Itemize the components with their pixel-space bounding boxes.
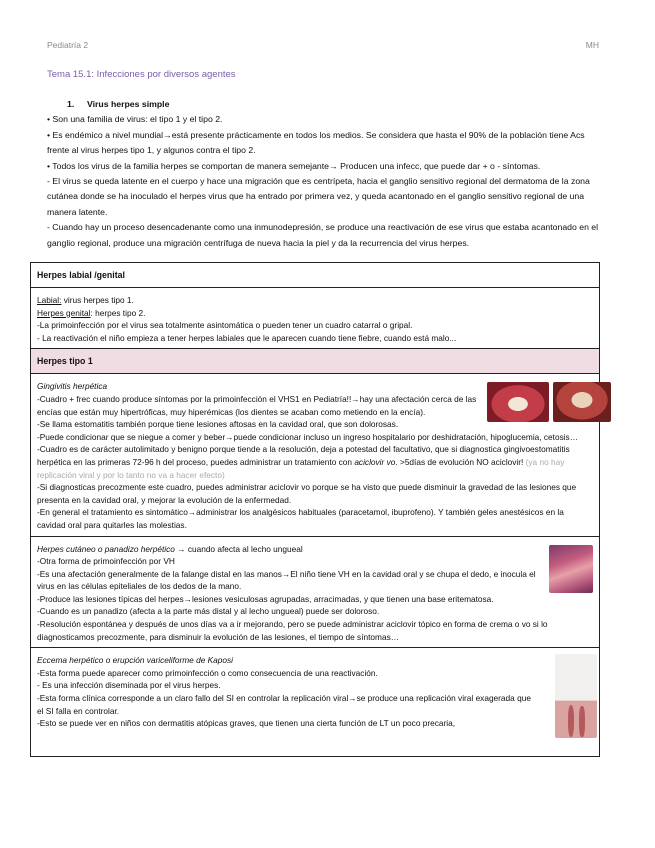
gingivitis-photo-1	[487, 382, 549, 422]
intro-line: - El virus se queda latente en el cuerpo y hace una migración que es centrípeta, hacia el ganglio sensitivo regional del dermatoma de la zona cutánea donde se ha inoculado el herpes virus que ha entrado por primera vez, y queda acantonado en el ganglio sensitivo regional de una manera latente.	[47, 176, 590, 217]
section-header-labial: Herpes labial /genital	[31, 263, 599, 288]
eccema-line: - Es una infección diseminada por el virus herpes.	[37, 680, 221, 691]
intro-heading: 1. Virus herpes simple	[67, 99, 170, 109]
panadizo-line: -Resolución espontánea y después de unos días va a ir mejorando, pero se puede administrar aciclovir tópico en forma de crema o vo si lo diagnosticamos precozmente, para disminuir la evolución de las lesiones, el tiempo de síntomas…	[37, 619, 548, 642]
gingivitis-p5: -Si diagnosticas precozmente este cuadro, puedes administrar aciclovir vo porque se ha visto que puede disminuir la gravedad de las lesiones que presenta en la cavidad oral, y mejorar la evolución de la enfermedad.	[37, 482, 577, 505]
labial-label: Labial:	[37, 295, 62, 305]
gingivitis-photo-2	[553, 382, 611, 422]
section-header-tipo1: Herpes tipo 1	[31, 349, 599, 374]
section-gingivitis	[31, 374, 599, 536]
genital-label: Herpes genital	[37, 307, 91, 318]
section-panadizo	[31, 537, 599, 649]
intro-line: • Todos los virus de la familia herpes se comportan de manera semejante→ Producen una infecc, que puede dar + o - síntomas.	[47, 160, 541, 171]
header-right: MH	[585, 40, 599, 50]
content-table	[30, 262, 600, 757]
eccema-line: -Esta forma puede aparecer como primoinfección o como consecuencia de una reactivación.	[37, 667, 378, 678]
labial-line: - La reactivación el niño empieza a tener herpes labiales que le aparecen cuando tiene fiebre, cuando está malo...	[37, 332, 457, 343]
gingivitis-p3: -Puede condicionar que se niegue a comer y beber→puede condicionar incluso un ingreso hospitalario por deshidratación, hipoglucemia, cetosis…	[37, 431, 579, 442]
labial-line: -La primoinfección por el virus sea totalmente asintomática o pueden tener un cuadro catarral o gripal.	[37, 320, 413, 331]
panadizo-photo	[549, 545, 593, 593]
intro-line: • Son una familia de virus: el tipo 1 y el tipo 2.	[47, 114, 223, 125]
intro-section	[47, 97, 607, 251]
eccema-photo	[555, 654, 597, 738]
header-left: Pediatría 2	[47, 40, 89, 50]
gingivitis-p1: -Cuadro + frec cuando produce síntomas por la primoinfección el VHS1 en Pediatría!!→hay una afectación cerca de las encías que están muy hipertróficas, muy hiperémicas (los dientes se acaban como metiendo en la encía).	[37, 393, 477, 417]
gingivitis-title: Gingivitis herpética	[37, 381, 108, 392]
panadizo-line: -Produce las lesiones típicas del herpes→lesiones vesiculosas agrupadas, arracimadas, y que tienen una base eritematosa.	[37, 593, 494, 604]
page-title: Tema 15.1: Infecciones por diversos agentes	[47, 69, 236, 80]
section-body-labial: Labial: virus herpes tipo 1. Herpes genital: herpes tipo 2. -La primoinfección por el virus sea totalmente asintomática o pueden tener un cuadro catarral o gripal. - La reactivación el niño empieza a tener herpes labiales que le aparecen cuando tiene fiebre, cuando está malo...	[31, 288, 599, 349]
eccema-title: Eccema herpético o erupción variceliforme de Kaposi	[37, 655, 233, 666]
section-eccema	[31, 648, 599, 756]
eccema-line: -Esto se puede ver en niños con dermatitis atópicas graves, que tienen una cierta función de LT un poco precaria,	[37, 718, 456, 729]
gingivitis-p4: -Cuadro es de carácter autolimitado y benigno porque tiende a la resolución, deja a potestad del facultativo, que si diagnostica gingivoestomatitis herpética en las primeras 72-96 h del proceso, puedes administrar un tratamiento con aciclovir vo. >5días de evolución NO aciclovir! (ya no hay replicación viral y por lo tanto no va a hacer efecto)	[37, 444, 570, 480]
gingivitis-p2: -Se llama estomatitis también porque tiene lesiones aftosas en la cavidad oral, que son dolorosas.	[37, 419, 399, 430]
panadizo-line: -Cuando es un panadizo (afecta a la parte más distal y al lecho ungueal) puede ser doloroso.	[37, 606, 380, 617]
intro-line: - Cuando hay un proceso desencadenante como una inmunodepresión, se produce una reactivación de ese virus que estaba acantonado en el ganglio regional, produce una migración centrífuga de nueva hacia la piel y da la recurrencia del virus herpes.	[47, 222, 599, 248]
eccema-line: -Esta forma clínica corresponde a un claro fallo del SI en controlar la replicación viral→se produce una replicación viral exagerada que el SI falla en controlar.	[37, 693, 531, 716]
panadizo-title: Herpes cutáneo o panadizo herpético → cuando afecta al lecho ungueal	[37, 543, 303, 554]
panadizo-line: -Otra forma de primoinfección por VH	[37, 556, 175, 567]
panadizo-line: -Es una afectación generalmente de la falange distal en las manos→El niño tiene VH en la cavidad oral y se chupa el dedo, e inocula el virus en las células epiteliales de los dedos de la mano.	[37, 568, 536, 592]
gingivitis-p6: -En general el tratamiento es sintomático→administrar los analgésicos habituales (paracetamol, ibuprofeno). Y también geles anestésicos en la cavidad oral para quitarles las molestias.	[37, 507, 564, 530]
intro-line: • Es endémico a nivel mundial→está presente prácticamente en todos los medios. Se considera que hasta el 90% de la población tiene Acs frente al virus herpes tipo 1, y algunos contra el tipo 2.	[47, 129, 585, 156]
